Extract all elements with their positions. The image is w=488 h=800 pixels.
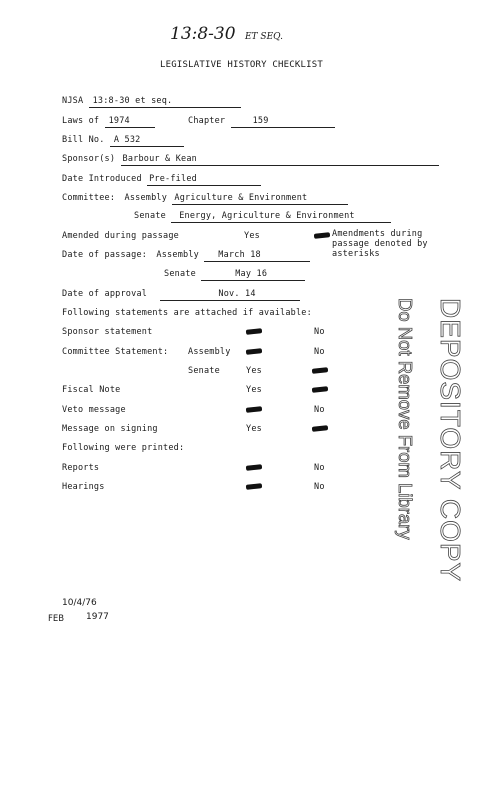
introduced-value: Pre-filed [147,174,261,186]
statement-label: Fiscal Note [62,385,121,395]
chapter-label: Chapter [188,116,226,126]
no-marked-out [312,367,328,374]
printed-label: Hearings [62,482,105,492]
footer-year: 1977 [86,612,109,622]
introduced-label: Date Introduced [62,174,142,184]
committee-assembly-row [62,193,348,205]
no-marked-out [312,425,328,432]
passage-senate-label: Senate [164,269,196,279]
sponsor-label: Sponsor(s) [62,154,116,164]
statement-no: No [314,347,325,357]
yes-marked-out [246,483,262,490]
passage-assembly-value: March 18 [204,250,310,262]
footer-month: FEB [48,614,65,624]
passage-label: Date of passage: [62,250,148,260]
passage-assembly-row [62,250,310,262]
yes-marked-out [246,406,262,413]
stamp-subtitle: Do Not Remove From Library [395,298,416,540]
amendments-note-line: passage denoted by [332,239,428,249]
amended-yes: Yes [244,231,260,241]
statement-label: Sponsor statement [62,327,153,337]
statement-yes: Yes [246,424,262,434]
statement-yes: Yes [246,385,262,395]
committee-senate-value: Energy, Agriculture & Environment [171,211,391,223]
approval-row [62,289,300,301]
page-title: LEGISLATIVE HISTORY CHECKLIST [160,60,323,70]
printed-no: No [314,482,325,492]
statements-heading: Following statements are attached if available: [62,308,312,318]
approval-label: Date of approval [62,289,148,299]
handwritten-reference [170,24,283,44]
statement-label: Committee Statement: [62,347,169,357]
yes-marked-out [246,348,262,355]
depository-stamp [378,298,474,583]
approval-value: Nov. 14 [160,289,300,301]
yes-marked-out [246,328,262,335]
committee-assembly-value: Agriculture & Environment [172,193,348,205]
amendments-note-line: asterisks [332,249,380,259]
committee-senate-label: Senate [134,211,166,221]
committee-assembly-label: Assembly [124,193,168,203]
chapter-value: 159 [231,116,335,128]
no-marked-out [312,386,328,393]
laws-value: 1974 [105,116,155,128]
amendments-note [332,229,428,259]
statement-label: Veto message [62,405,126,415]
njsa-value: 13:8-30 et seq. [89,96,241,108]
laws-label: Laws of [62,116,100,126]
statement-sublabel: Senate [188,366,220,376]
njsa-row [62,96,241,108]
stamp-title: DEPOSITORY COPY [435,298,466,583]
amendments-note-line: Amendments during [332,229,423,239]
sponsor-value: Barbour & Kean [121,154,439,166]
statement-label: Message on signing [62,424,158,434]
passage-senate-value: May 16 [201,269,305,281]
yes-marked-out [246,464,262,471]
printed-no: No [314,463,325,473]
printed-heading: Following were printed: [62,443,185,453]
bill-value: A 532 [110,135,184,147]
printed-label: Reports [62,463,100,473]
njsa-label: NJSA [62,96,84,106]
introduced-row [62,174,261,186]
statement-yes: Yes [246,366,262,376]
statement-sublabel: Assembly [188,347,231,357]
sponsor-row [62,154,439,166]
handwritten-statute: 13:8-30 [170,24,236,44]
committee-label: Committee: [62,193,116,203]
passage-senate-row [164,269,305,281]
amended-no-marked-out [314,232,330,239]
committee-senate-row [134,211,391,223]
statement-no: No [314,405,325,415]
amended-label: Amended during passage [62,231,179,241]
footer-date: 10/4/76 [62,598,97,608]
handwritten-et-seq: ET SEQ. [244,32,283,42]
laws-row [62,116,155,128]
statement-no: No [314,327,325,337]
passage-assembly-label: Assembly [156,250,199,260]
chapter-row [188,116,335,128]
bill-label: Bill No. [62,135,105,145]
bill-row [62,135,184,147]
